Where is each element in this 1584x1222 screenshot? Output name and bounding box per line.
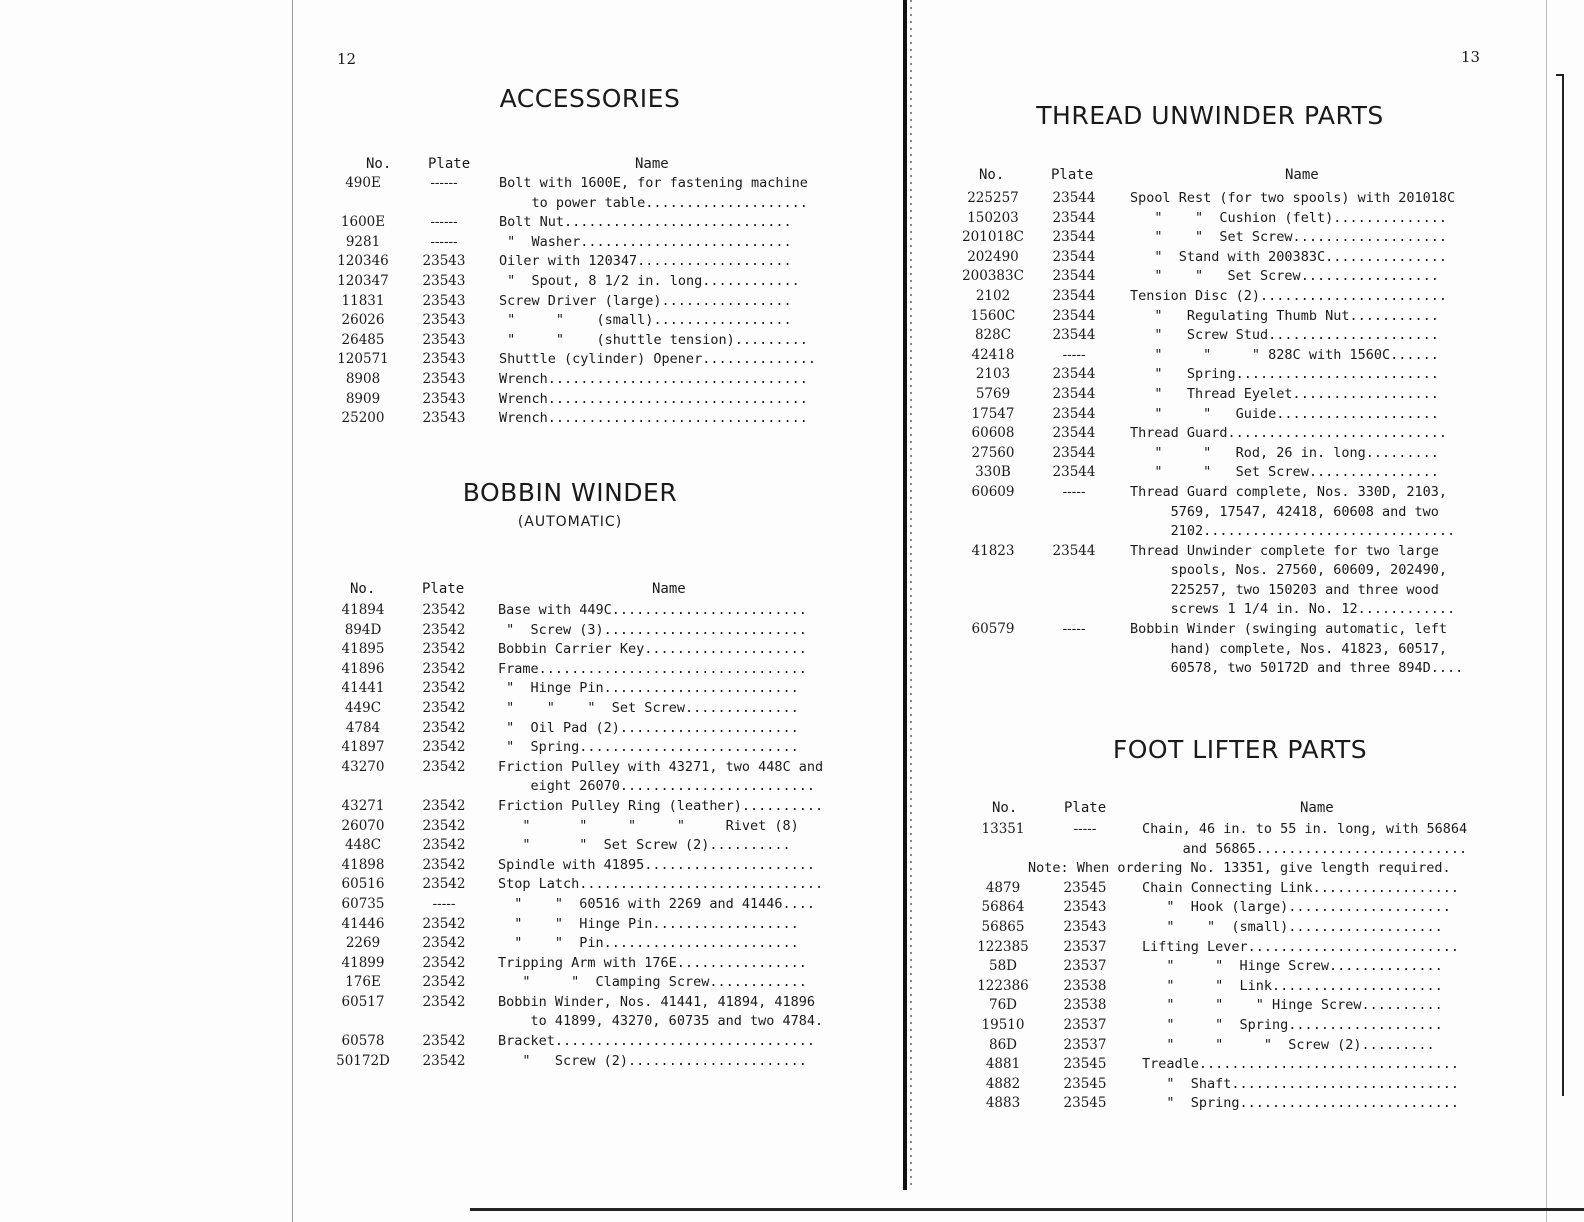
part-name: " " Hinge Screw.............. (1142, 958, 1443, 975)
foot-lifter-table (970, 800, 1500, 1114)
header-no: No. (992, 800, 1018, 816)
page-edge-right (1546, 0, 1547, 1222)
part-number: 202490 (967, 248, 1019, 265)
part-number: 41895 (341, 641, 385, 658)
table-row (330, 350, 860, 370)
table-row (330, 895, 860, 915)
plate-number: 23542 (422, 1052, 466, 1069)
header-no: No. (350, 581, 376, 597)
plate-number: 23543 (422, 370, 466, 387)
part-number: 27560 (971, 444, 1015, 461)
plate-number: ------ (430, 175, 458, 191)
table-row (330, 797, 860, 817)
table-row (970, 898, 1500, 918)
plate-number: 23543 (422, 272, 466, 289)
part-number: 330B (975, 464, 1011, 481)
part-number: 56864 (981, 899, 1025, 916)
part-number: 42418 (971, 346, 1015, 363)
part-number: 201018C (962, 229, 1024, 246)
part-name: " " Rod, 26 in. long......... (1130, 444, 1439, 461)
part-name: Wrench................................ (499, 370, 808, 387)
table-row (970, 879, 1500, 899)
plate-number: 23542 (422, 797, 466, 814)
table-row (955, 209, 1495, 229)
plate-number: 23544 (1052, 542, 1096, 559)
plate-number: 23544 (1052, 444, 1096, 461)
table-row (970, 1036, 1500, 1056)
part-number: 1560C (970, 307, 1016, 324)
part-name: Bracket................................ (498, 1033, 815, 1050)
part-number: 176E (345, 974, 381, 991)
part-number: 19510 (981, 1016, 1025, 1033)
part-number: 76D (988, 997, 1017, 1014)
table-row (970, 1055, 1500, 1075)
table-row (330, 660, 860, 680)
table-row (330, 233, 860, 253)
table-row (955, 405, 1495, 425)
part-name: " Washer.......................... (499, 233, 792, 250)
part-name: " Oil Pad (2)...................... (498, 719, 799, 736)
part-name: Base with 449C........................ (498, 602, 807, 618)
part-name: " " 60516 with 2269 and 41446.... (498, 895, 815, 912)
part-number: 60609 (971, 483, 1015, 500)
part-name: Friction Pulley Ring (leather).......... (498, 797, 824, 814)
part-number: 4883 (985, 1095, 1021, 1112)
part-name: Screw Driver (large)................ (499, 292, 792, 309)
thread-unwinder-title: THREAD UNWINDER PARTS (1036, 101, 1384, 130)
part-name: Stop Latch.............................. (498, 876, 824, 893)
plate-number: 23544 (1052, 366, 1096, 383)
plate-number: 23544 (1052, 464, 1096, 481)
part-number: 828C (974, 327, 1012, 344)
part-number: 4784 (345, 719, 381, 736)
table-row (970, 1094, 1500, 1114)
table-row (970, 957, 1500, 977)
table-row (955, 483, 1495, 542)
plate-number: 23543 (1063, 899, 1107, 916)
part-name: Wrench................................ (499, 410, 808, 427)
table-row (330, 719, 860, 739)
plate-number: 23544 (1052, 287, 1096, 304)
plate-number: 23542 (422, 817, 466, 834)
part-name: Treadle................................ (1142, 1056, 1459, 1073)
part-name: " " " Screw (2)......... (1142, 1036, 1435, 1053)
table-row (330, 621, 860, 641)
table-row (955, 385, 1495, 405)
part-number: 9281 (345, 233, 381, 250)
part-number: 26070 (341, 817, 385, 834)
part-number: 60735 (341, 895, 385, 912)
part-number: 60578 (341, 1033, 385, 1050)
bottom-page-edge (470, 1208, 1584, 1211)
part-number: 60516 (341, 876, 385, 893)
part-name: Bolt with 1600E, for fastening machine to power table.................... (499, 175, 808, 211)
table-row (330, 836, 860, 856)
table-row (330, 973, 860, 993)
part-name: " " (small)................. (499, 312, 792, 329)
table-row (330, 292, 860, 312)
plate-number: 23543 (422, 253, 466, 270)
plate-number: 23542 (422, 856, 466, 873)
part-name: " Screw (2)...................... (498, 1052, 807, 1069)
part-number: 41823 (971, 542, 1015, 559)
part-number: 2102 (975, 287, 1011, 304)
plate-number: 23543 (422, 331, 466, 348)
plate-number: 23544 (1052, 209, 1096, 226)
part-name: Bobbin Carrier Key.................... (498, 641, 807, 658)
part-name: Tension Disc (2)....................... (1130, 287, 1447, 304)
part-number: 449C (344, 699, 382, 716)
part-number: 2103 (975, 366, 1011, 383)
plate-number: 23538 (1063, 977, 1107, 994)
header-plate: Plate (1051, 167, 1094, 183)
plate-number: 23543 (422, 292, 466, 309)
page-edge-left (292, 0, 293, 1222)
header-plate: Plate (1064, 800, 1107, 816)
header-name: Name (1285, 167, 1319, 183)
part-number: 8909 (345, 390, 381, 407)
plate-number: 23542 (422, 680, 466, 697)
plate-number: 23542 (422, 719, 466, 736)
part-number: 120571 (337, 351, 389, 368)
part-name: Chain Connecting Link.................. (1142, 879, 1459, 896)
part-number: 43270 (341, 758, 385, 775)
header-name: Name (652, 581, 686, 597)
part-number: 25200 (341, 410, 385, 427)
plate-number: 23543 (1063, 918, 1107, 935)
part-name: " " Set Screw................ (1130, 464, 1439, 481)
part-name: " " Set Screw................. (1130, 268, 1439, 285)
part-name: " Hinge Pin........................ (498, 680, 799, 697)
part-name: Friction Pulley with 43271, two 448C and eight 26070........................ (498, 758, 824, 795)
plate-number: 23537 (1063, 1016, 1107, 1033)
table-header (955, 167, 1495, 185)
plate-number: 23545 (1063, 879, 1107, 896)
plate-number: 23542 (422, 699, 466, 716)
part-number: 225257 (967, 190, 1019, 206)
header-name: Name (635, 156, 669, 172)
plate-number: 23542 (422, 602, 466, 618)
plate-number: 23544 (1052, 405, 1096, 422)
header-plate: Plate (428, 156, 471, 172)
part-number: 4879 (985, 879, 1021, 896)
plate-number: 23537 (1063, 958, 1107, 975)
part-number: 13351 (981, 821, 1025, 837)
part-name: " " Guide.................... (1130, 405, 1439, 422)
part-number: 43271 (341, 797, 385, 814)
bobbin-winder-subtitle: (AUTOMATIC) (517, 514, 623, 530)
part-number: 122386 (977, 977, 1029, 994)
part-number: 1600E (340, 214, 386, 231)
part-number: 17547 (971, 405, 1015, 422)
part-name: Spool Rest (for two spools) with 201018C (1130, 190, 1456, 206)
plate-number: 23543 (422, 410, 466, 427)
part-number: 4881 (985, 1056, 1021, 1073)
table-row (955, 444, 1495, 464)
table-row (330, 915, 860, 935)
table-row (330, 993, 860, 1032)
part-name: " " Hinge Pin.................. (498, 915, 799, 932)
plate-number: ----- (1062, 621, 1086, 638)
part-name: " Stand with 200383C............... (1130, 248, 1447, 265)
table-row (955, 189, 1495, 209)
page-number-right: 13 (1461, 48, 1481, 66)
part-name: " Spout, 8 1/2 in. long............ (499, 272, 800, 289)
table-row (330, 817, 860, 837)
ordering-note: Note: When ordering No. 13351, give length required. (1028, 860, 1451, 877)
part-name: Bolt Nut............................ (499, 214, 792, 231)
part-number: 60579 (971, 621, 1015, 638)
accessories-title: ACCESSORIES (499, 84, 681, 113)
part-number: 50172D (336, 1052, 390, 1069)
table-row (955, 287, 1495, 307)
part-number: 448C (344, 837, 382, 854)
table-row (330, 311, 860, 331)
table-row (955, 542, 1495, 620)
table-row (955, 228, 1495, 248)
part-name: " Regulating Thumb Nut........... (1130, 307, 1439, 324)
part-number: 894D (344, 621, 382, 638)
table-row (330, 390, 860, 410)
part-number: 200383C (962, 268, 1024, 285)
table-row (955, 326, 1495, 346)
plate-number: 23542 (422, 739, 466, 756)
table-row (970, 996, 1500, 1016)
table-row (955, 620, 1495, 679)
table-row (955, 424, 1495, 444)
table-header (330, 156, 860, 174)
plate-number: 23544 (1052, 229, 1096, 246)
part-number: 150203 (967, 209, 1019, 226)
plate-number: 23538 (1063, 997, 1107, 1014)
plate-number: 23542 (422, 758, 466, 775)
part-name: " " Pin........................ (498, 935, 799, 952)
part-number: 60517 (341, 993, 385, 1010)
part-name: Wrench................................ (499, 390, 808, 407)
plate-number: 23545 (1063, 1095, 1107, 1112)
part-number: 41441 (341, 680, 385, 697)
part-name: Shuttle (cylinder) Opener.............. (499, 351, 816, 368)
plate-number: 23543 (422, 351, 466, 368)
part-name: " " Set Screw (2).......... (498, 837, 791, 854)
accessories-table (330, 156, 860, 429)
part-name: " Thread Eyelet.................. (1130, 385, 1439, 402)
part-number: 26485 (341, 331, 385, 348)
part-name: " " " Set Screw.............. (498, 699, 799, 716)
table-row (330, 252, 860, 272)
table-row (330, 272, 860, 292)
table-row (330, 1032, 860, 1052)
table-row (970, 1016, 1500, 1036)
part-number: 4882 (985, 1075, 1021, 1092)
part-name: Thread Guard........................... (1130, 425, 1447, 442)
plate-number: 23544 (1052, 248, 1096, 265)
book-spine (903, 0, 907, 1190)
part-name: " Screw Stud..................... (1130, 327, 1439, 344)
table-row (970, 1075, 1500, 1095)
table-row (330, 1052, 860, 1072)
part-number: 41897 (341, 739, 385, 756)
table-row (330, 934, 860, 954)
plate-number: 23543 (422, 390, 466, 407)
part-number: 41446 (341, 915, 385, 932)
header-no: No. (366, 156, 392, 172)
part-name: Chain, 46 in. to 55 in. long, with 56864 and 56865.......................... (1142, 821, 1468, 857)
part-name: " Spring........................... (498, 739, 799, 756)
plate-number: ----- (1073, 821, 1097, 837)
part-number: 86D (988, 1036, 1017, 1053)
plate-number: 23542 (422, 660, 466, 677)
plate-number: 23542 (422, 935, 466, 952)
part-number: 41899 (341, 954, 385, 971)
table-row (330, 679, 860, 699)
plate-number: 23542 (422, 641, 466, 658)
table-row (330, 954, 860, 974)
table-header (330, 581, 860, 599)
part-name: " " " " Rivet (8) (498, 817, 799, 834)
table-row (955, 365, 1495, 385)
part-name: Tripping Arm with 176E................ (498, 954, 807, 971)
plate-number: 23542 (422, 993, 466, 1010)
plate-number: 23544 (1052, 425, 1096, 442)
foot-lifter-title: FOOT LIFTER PARTS (1112, 735, 1368, 764)
part-number: 41898 (341, 856, 385, 873)
part-number: 26026 (341, 312, 385, 329)
plate-number: 23544 (1052, 385, 1096, 402)
part-name: " " Link..................... (1142, 977, 1443, 994)
part-number: 58D (988, 958, 1017, 975)
table-row (330, 601, 860, 621)
part-number: 41896 (341, 660, 385, 677)
plate-number: 23543 (422, 312, 466, 329)
part-name: Spindle with 41895..................... (498, 856, 815, 873)
table-row (330, 174, 860, 213)
part-number: 490E (345, 175, 381, 191)
spine-binding-marks (910, 0, 912, 1190)
bobbin-winder-title: BOBBIN WINDER (462, 478, 678, 507)
table-row (330, 370, 860, 390)
header-name: Name (1300, 800, 1334, 816)
table-row (955, 346, 1495, 366)
part-number: 120347 (337, 272, 389, 289)
table-row (970, 820, 1500, 859)
plate-number: 23544 (1052, 307, 1096, 324)
part-name: " Screw (3)......................... (498, 621, 807, 638)
plate-number: 23542 (422, 1033, 466, 1050)
header-no: No. (979, 167, 1005, 183)
plate-number: 23542 (422, 915, 466, 932)
part-name: Bobbin Winder, Nos. 41441, 41894, 41896 to 41899, 43270, 60735 and two 4784. (498, 993, 824, 1030)
part-name: " " Cushion (felt).............. (1130, 209, 1447, 226)
plate-number: 23542 (422, 621, 466, 638)
part-name: " Spring........................... (1142, 1095, 1459, 1112)
table-row (330, 409, 860, 429)
right-margin-bracket (1556, 74, 1564, 1096)
plate-number: 23544 (1052, 327, 1096, 344)
plate-number: ------ (430, 233, 458, 250)
plate-number: 23542 (422, 876, 466, 893)
part-number: 120346 (337, 253, 389, 270)
part-name: " Shaft............................ (1142, 1075, 1459, 1092)
part-number: 56865 (981, 918, 1025, 935)
part-name: " " " Hinge Screw.......... (1142, 997, 1443, 1014)
table-row (955, 267, 1495, 287)
part-number: 2269 (345, 935, 381, 952)
plate-number: ----- (1062, 346, 1086, 363)
table-row (330, 758, 860, 797)
part-name: " " (small)................... (1142, 918, 1443, 935)
plate-number: 23542 (422, 837, 466, 854)
part-number: 41894 (341, 602, 385, 618)
plate-number: 23537 (1063, 938, 1107, 955)
plate-number: 23545 (1063, 1075, 1107, 1092)
plate-number: ------ (430, 214, 458, 231)
table-row (330, 875, 860, 895)
part-name: " " " 828C with 1560C...... (1130, 346, 1439, 363)
plate-number: 23544 (1052, 268, 1096, 285)
part-number: 5769 (975, 385, 1011, 402)
part-number: 11831 (341, 292, 385, 309)
table-row (330, 640, 860, 660)
part-name: Thread Guard complete, Nos. 330D, 2103, 5769, 17547, 42418, 60608 and two 2102............................... (1130, 483, 1456, 540)
table-row (330, 331, 860, 351)
part-number: 122385 (977, 938, 1029, 955)
part-name: Bobbin Winder (swinging automatic, left hand) complete, Nos. 41823, 60517, 60578, two 50172D and three 894D.... (1130, 621, 1464, 677)
table-row (970, 938, 1500, 958)
plate-number: ----- (432, 895, 456, 912)
part-name: Oiler with 120347................... (499, 253, 792, 270)
plate-number: 23544 (1052, 190, 1096, 206)
page-number-left: 12 (337, 50, 357, 68)
part-name: " " (shuttle tension)......... (499, 331, 808, 348)
plate-number: 23542 (422, 954, 466, 971)
part-number: 60608 (971, 425, 1015, 442)
part-name: " " Clamping Screw............ (498, 974, 807, 991)
table-row (970, 977, 1500, 997)
thread-unwinder-table (955, 167, 1495, 679)
part-name: " " Set Screw................... (1130, 229, 1447, 246)
part-name: " " Spring................... (1142, 1016, 1443, 1033)
table-header (970, 800, 1500, 818)
table-row (330, 738, 860, 758)
table-row (955, 307, 1495, 327)
plate-number: 23537 (1063, 1036, 1107, 1053)
part-name: Thread Unwinder complete for two large spools, Nos. 27560, 60609, 202490, 225257, two 150203 and three wood screws 1 1/4 in. No. 12............ (1130, 542, 1456, 618)
plate-number: ----- (1062, 483, 1086, 500)
part-name: Lifting Lever.......................... (1142, 938, 1459, 955)
part-name: " Hook (large).................... (1142, 899, 1451, 916)
table-row (955, 248, 1495, 268)
table-row (955, 463, 1495, 483)
table-row (330, 856, 860, 876)
bobbin-winder-table (330, 581, 860, 1071)
table-row (330, 699, 860, 719)
header-plate: Plate (422, 581, 465, 597)
plate-number: 23542 (422, 974, 466, 991)
table-row (330, 213, 860, 233)
part-name: " Spring......................... (1130, 366, 1439, 383)
table-row (970, 918, 1500, 938)
part-number: 8908 (345, 370, 381, 387)
plate-number: 23545 (1063, 1056, 1107, 1073)
part-name: Frame................................. (498, 660, 807, 677)
